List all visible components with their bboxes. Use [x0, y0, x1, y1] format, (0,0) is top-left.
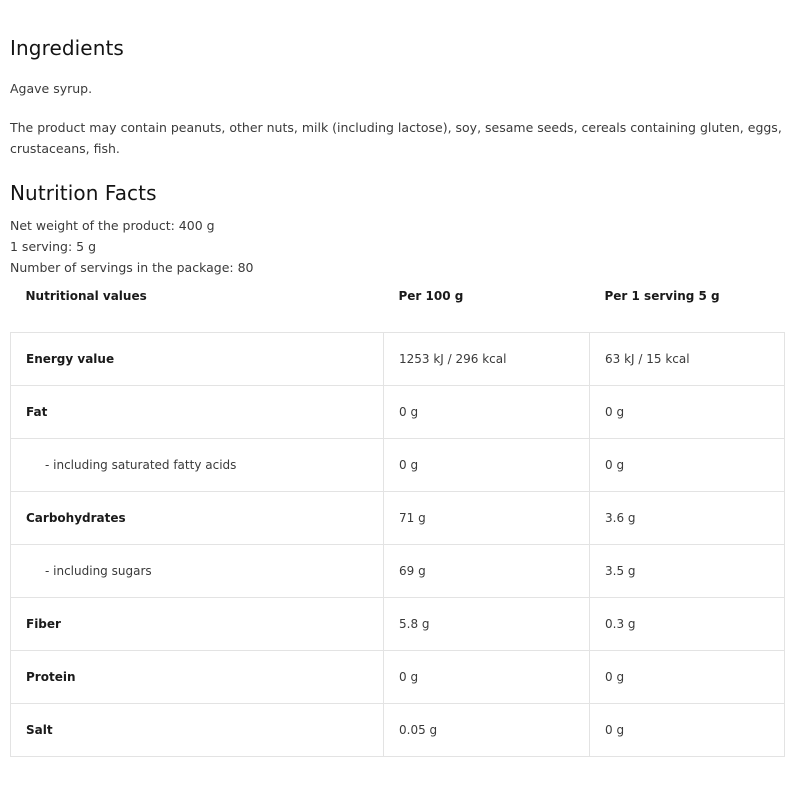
nutrition-table-header — [11, 289, 785, 333]
nutrient-name: Fat — [11, 386, 384, 439]
nutrient-name: - including saturated fatty acids — [11, 439, 384, 492]
value-per-serving: 0 g — [590, 704, 785, 757]
table-row — [11, 598, 785, 651]
value-per-serving: 0.3 g — [590, 598, 785, 651]
table-row — [11, 439, 785, 492]
column-header-per-100g: Per 100 g — [398, 289, 464, 303]
header-row — [11, 289, 785, 333]
value-per-serving: 3.5 g — [590, 545, 785, 598]
value-per-serving: 0 g — [590, 386, 785, 439]
table-row — [11, 651, 785, 704]
ingredients-section — [10, 34, 784, 159]
ingredients-text: Agave syrup. — [10, 81, 93, 96]
value-per-100g: 71 g — [384, 492, 590, 545]
allergens-text: The product may contain peanuts, other nuts, milk (including lactose), soy, sesame seeds, cereals containing gluten, eggs, crustaceans, fish. — [10, 120, 782, 156]
servings-count: Number of servings in the package: 80 — [10, 260, 254, 275]
net-weight: Net weight of the product: 400 g — [10, 218, 215, 233]
nutrition-table-body — [11, 333, 785, 757]
nutrient-name: Energy value — [11, 333, 384, 386]
column-header-nutritional-values: Nutritional values — [25, 289, 147, 303]
value-per-serving: 63 kJ / 15 kcal — [590, 333, 785, 386]
ingredients-title: Ingredients — [10, 36, 124, 60]
table-row — [11, 492, 785, 545]
table-row — [11, 704, 785, 757]
nutrition-section — [10, 179, 784, 757]
value-per-serving: 0 g — [590, 651, 785, 704]
value-per-100g: 0.05 g — [384, 704, 590, 757]
nutrient-name: Protein — [11, 651, 384, 704]
nutrition-title: Nutrition Facts — [10, 181, 157, 205]
value-per-100g: 1253 kJ / 296 kcal — [384, 333, 590, 386]
value-per-100g: 5.8 g — [384, 598, 590, 651]
value-per-serving: 0 g — [590, 439, 785, 492]
table-row — [11, 545, 785, 598]
table-row — [11, 386, 785, 439]
column-header-per-serving: Per 1 serving 5 g — [604, 289, 720, 303]
value-per-100g: 0 g — [384, 386, 590, 439]
nutrient-name: Salt — [11, 704, 384, 757]
value-per-100g: 69 g — [384, 545, 590, 598]
nutrient-name: - including sugars — [11, 545, 384, 598]
nutrient-name: Carbohydrates — [11, 492, 384, 545]
nutrition-meta — [10, 215, 784, 278]
value-per-100g: 0 g — [384, 651, 590, 704]
product-info — [10, 34, 784, 757]
nutrient-name: Fiber — [11, 598, 384, 651]
serving-size: 1 serving: 5 g — [10, 239, 97, 254]
value-per-serving: 3.6 g — [590, 492, 785, 545]
value-per-100g: 0 g — [384, 439, 590, 492]
table-row — [11, 333, 785, 386]
nutrition-table — [10, 289, 785, 757]
